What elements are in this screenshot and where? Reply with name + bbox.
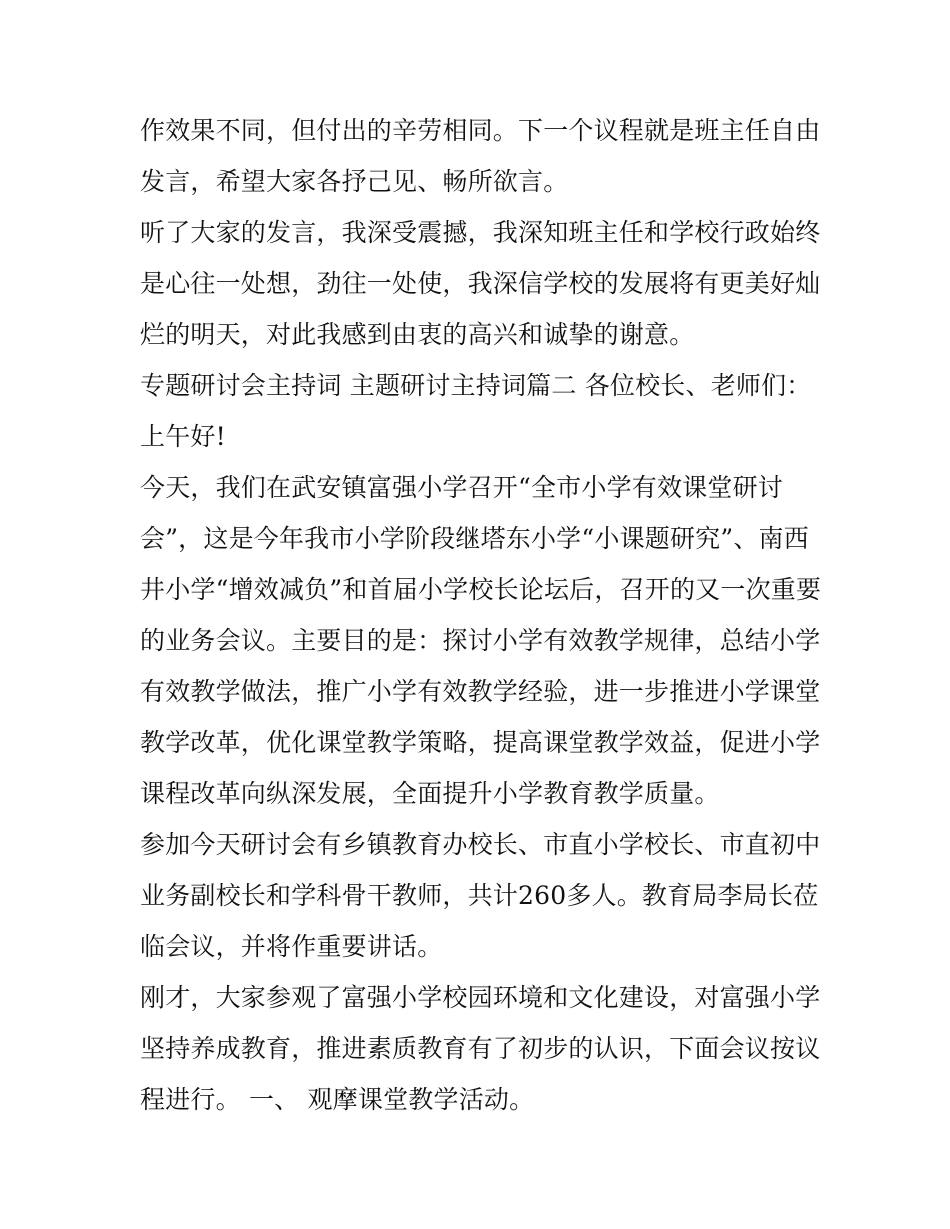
text-line: 听了大家的发言，我深受震撼，我深知班主任和学校行政始终	[140, 218, 821, 247]
text-line: 今天，我们在武安镇富强小学召开“全市小学有效课堂研讨	[140, 473, 783, 502]
paragraph	[140, 462, 820, 819]
text-line: 刚才，大家参观了富强小学校园环境和文化建设，对富强小学	[140, 983, 821, 1012]
text-line: 会”，这是今年我市小学阶段继塔东小学“小课题研究”、南西	[140, 524, 809, 553]
paragraph	[140, 972, 820, 1125]
paragraph	[140, 105, 820, 207]
text-line: 有效教学做法，推广小学有效教学经验，进一步推进小学课堂	[140, 677, 821, 706]
text-line: 上午好!	[140, 422, 226, 451]
text-line: 专题研讨会主持词 主题研讨主持词篇二 各位校长、老师们：	[140, 371, 812, 400]
text-line: 烂的明天，对此我感到由衷的高兴和诚挚的谢意。	[140, 320, 695, 349]
text-line: 发言，希望大家各抒己见、畅所欲言。	[140, 167, 569, 196]
paragraph	[140, 819, 820, 972]
text-line: 的业务会议。主要目的是：探讨小学有效教学规律，总结小学	[140, 626, 821, 655]
text-line: 坚持养成教育，推进素质教育有了初步的认识，下面会议按议	[140, 1034, 821, 1063]
text-line: 作效果不同，但付出的辛劳相同。下一个议程就是班主任自由	[140, 116, 821, 145]
text-line: 参加今天研讨会有乡镇教育办校长、市直小学校长、市直初中	[140, 830, 821, 859]
text-line: 教学改革，优化课堂教学策略，提高课堂教学效益，促进小学	[140, 728, 821, 757]
text-line: 课程改革向纵深发展，全面提升小学教育教学质量。	[140, 779, 720, 808]
document-page	[140, 105, 820, 1125]
text-line: 是心往一处想，劲往一处使，我深信学校的发展将有更美好灿	[140, 269, 821, 298]
paragraph-greeting	[140, 411, 820, 462]
text-line: 业务副校长和学科骨干教师，共计260多人。教育局李局长莅	[140, 881, 819, 910]
paragraph-heading	[140, 360, 820, 411]
text-line: 临会议，并将作重要讲话。	[140, 932, 443, 961]
text-line: 程进行。 一、 观摩课堂教学活动。	[140, 1085, 535, 1114]
text-line: 井小学“增效减负”和首届小学校长论坛后，召开的又一次重要	[140, 575, 822, 604]
paragraph	[140, 207, 820, 360]
